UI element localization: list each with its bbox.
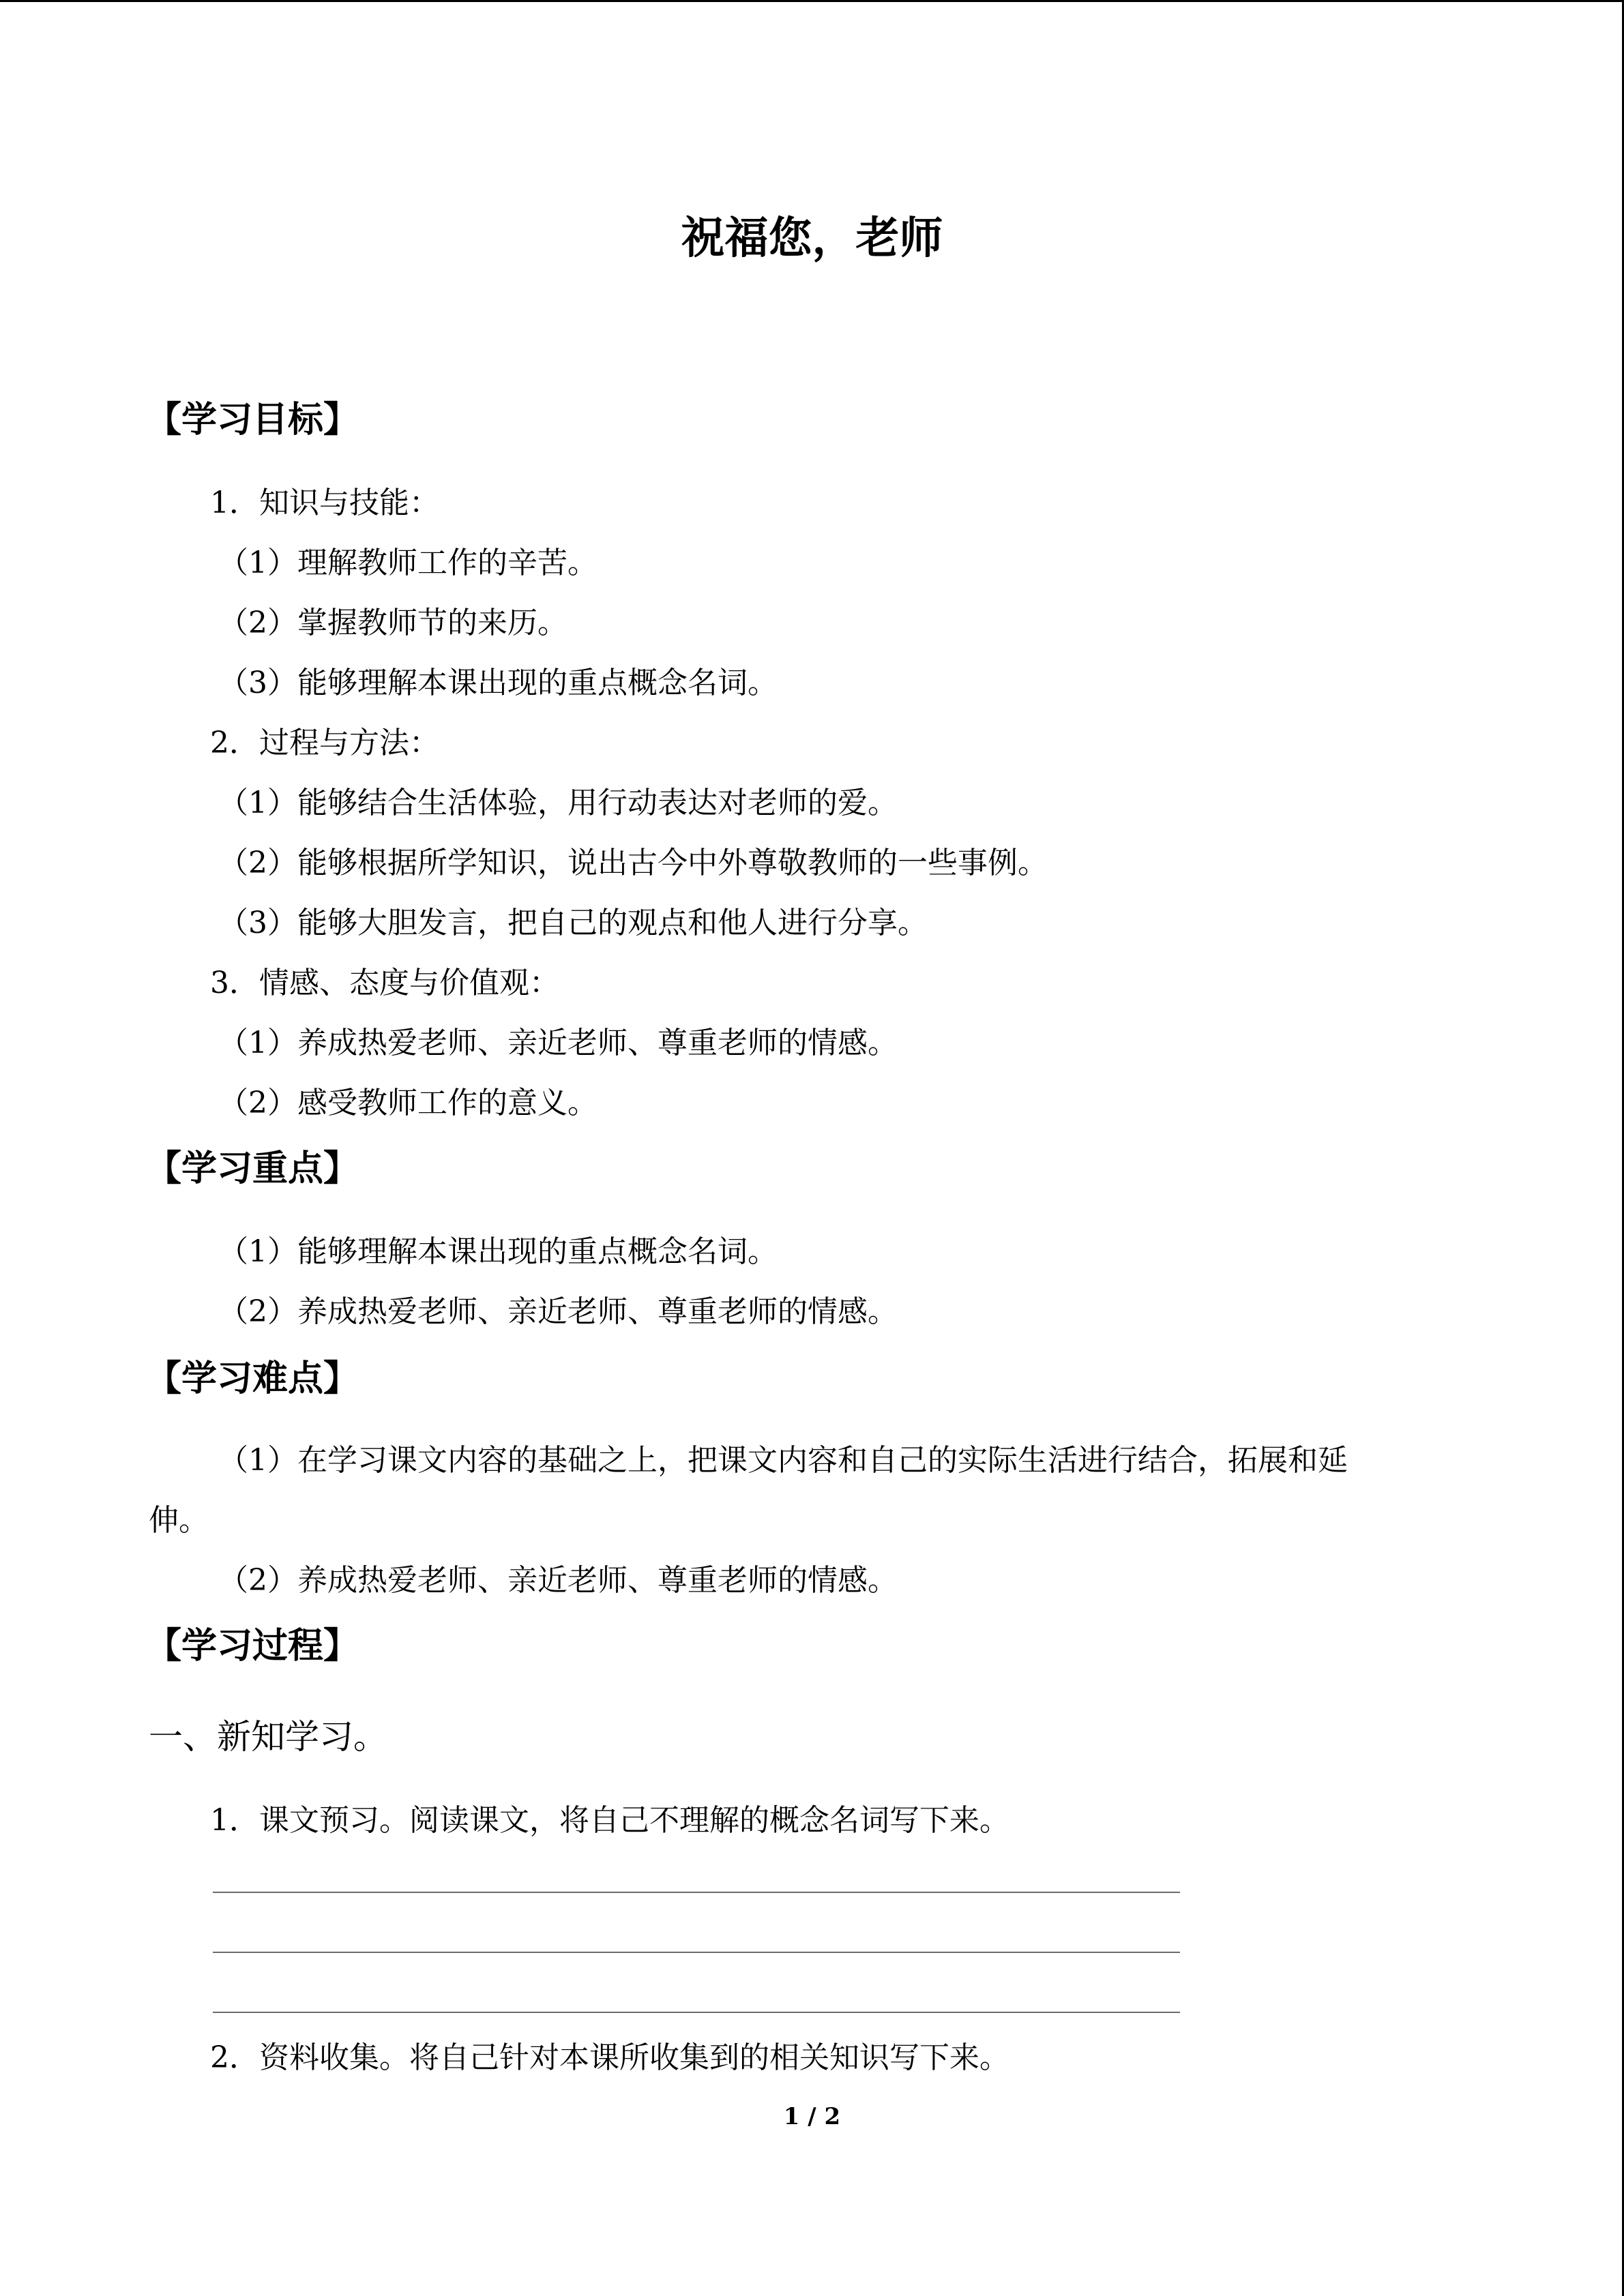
key-points-heading: 【学习重点】 <box>146 1148 359 1189</box>
knowledge-item-1: （1）理解教师工作的辛苦。 <box>218 546 597 580</box>
emotion-label: 3．情感、态度与价值观： <box>210 966 559 1000</box>
document-title: 祝福您，老师 <box>681 213 943 264</box>
process-label: 2．过程与方法： <box>210 726 439 760</box>
process-item-3: （3）能够大胆发言，把自己的观点和他人进行分享。 <box>218 906 928 940</box>
process-heading: 【学习过程】 <box>146 1625 359 1667</box>
emotion-item-2: （2）感受教师工作的意义。 <box>218 1086 597 1120</box>
knowledge-item-2: （2）掌握教师节的来历。 <box>218 606 567 640</box>
objectives-heading: 【学习目标】 <box>146 399 359 441</box>
process-item-1: （1）能够结合生活体验，用行动表达对老师的爱。 <box>218 786 898 820</box>
difficulty-1-line-2: 伸。 <box>149 1503 209 1538</box>
answer-line-3[interactable] <box>213 2012 1180 2013</box>
task-2: 2．资料收集。将自己针对本课所收集到的相关知识写下来。 <box>210 2040 1009 2075</box>
difficulty-2: （2）养成热爱老师、亲近老师、尊重老师的情感。 <box>218 1563 898 1598</box>
key-point-1: （1）能够理解本课出现的重点概念名词。 <box>218 1234 778 1269</box>
knowledge-label: 1．知识与技能： <box>210 486 439 520</box>
knowledge-item-3: （3）能够理解本课出现的重点概念名词。 <box>218 666 778 700</box>
page-border-top <box>0 0 1624 2</box>
key-point-2: （2）养成热爱老师、亲近老师、尊重老师的情感。 <box>218 1294 898 1329</box>
part-1-title: 一、新知学习。 <box>149 1717 387 1757</box>
emotion-item-1: （1）养成热爱老师、亲近老师、尊重老师的情感。 <box>218 1026 898 1060</box>
difficulty-1-line-1: （1）在学习课文内容的基础之上，把课文内容和自己的实际生活进行结合，拓展和延 <box>218 1443 1348 1478</box>
page-number: 1 / 2 <box>783 2103 841 2130</box>
task-1: 1．课文预习。阅读课文，将自己不理解的概念名词写下来。 <box>210 1803 1009 1838</box>
answer-line-2[interactable] <box>213 1952 1180 1953</box>
difficulties-heading: 【学习难点】 <box>146 1358 359 1399</box>
answer-line-1[interactable] <box>213 1892 1180 1893</box>
process-item-2: （2）能够根据所学知识，说出古今中外尊敬教师的一些事例。 <box>218 846 1048 880</box>
